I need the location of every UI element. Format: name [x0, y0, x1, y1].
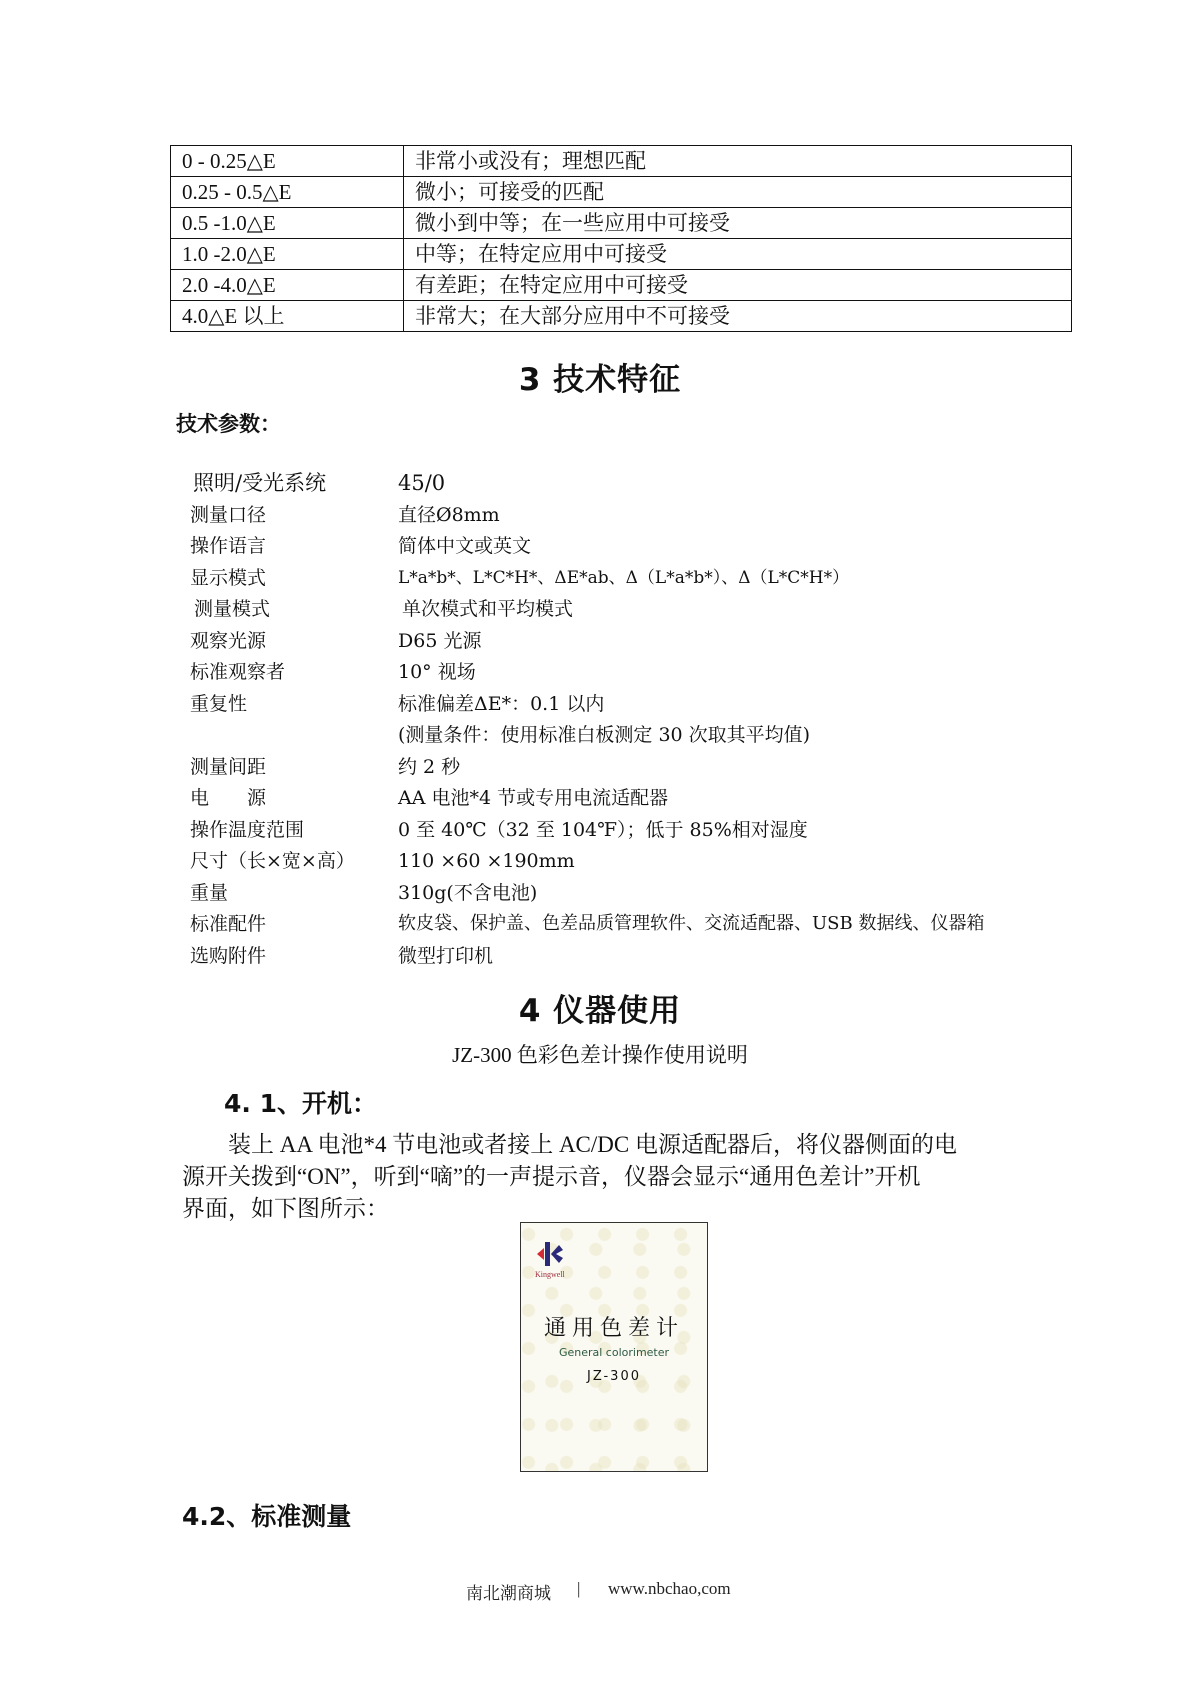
table-row [171, 177, 1072, 208]
paragraph-line: 源开关拨到“ON”，听到“嘀”的一声提示音，仪器会显示“通用色差计”开机 [182, 1164, 921, 1189]
spec-label: 电 源 [190, 787, 267, 809]
range-cell: 1.0 -2.0△E [171, 239, 404, 270]
spec-value: 0 至 40℃（32 至 104℉）；低于 85%相对湿度 [398, 819, 808, 841]
spec-label: 操作温度范围 [190, 819, 305, 841]
range-cell: 4.0△E 以上 [171, 301, 404, 332]
spec-label: 测量间距 [190, 756, 267, 778]
instructions-subtitle: JZ-300 色彩色差计操作使用说明 [452, 1043, 748, 1067]
description-cell: 微小到中等；在一些应用中可接受 [404, 208, 1072, 239]
spec-value: D65 光源 [398, 630, 482, 652]
spec-value: 约 2 秒 [398, 756, 461, 778]
spec-value: L*a*b*、L*C*H*、ΔE*ab、Δ（L*a*b*）、Δ（L*C*H*） [398, 568, 850, 588]
footer-site-name: 南北潮商城 [466, 1584, 551, 1603]
spec-label: 测量模式 [194, 598, 271, 620]
spec-label: 操作语言 [190, 535, 267, 557]
delta-e-table [170, 145, 1072, 332]
splash-english-title: General colorimeter [558, 1346, 670, 1359]
spec-value: 45/0 [398, 471, 446, 495]
spec-value: 110 ×60 ×190mm [398, 850, 575, 872]
table-row [171, 146, 1072, 177]
description-cell: 非常大；在大部分应用中不可接受 [404, 301, 1072, 332]
footer-url[interactable]: www.nbchao,com [608, 1579, 731, 1598]
spec-label: 观察光源 [190, 630, 267, 652]
splash-model: JZ-300 [586, 1369, 641, 1384]
spec-value: 直径Ø8mm [398, 504, 500, 526]
description-cell: 有差距；在特定应用中可接受 [404, 270, 1072, 301]
range-cell: 0.25 - 0.5△E [171, 177, 404, 208]
table-row [171, 239, 1072, 270]
paragraph-line: 装上 AA 电池*4 节电池或者接上 AC/DC 电源适配器后，将仪器侧面的电 [182, 1132, 957, 1157]
table-row [171, 208, 1072, 239]
paragraph-line: 界面，如下图所示： [182, 1196, 389, 1221]
spec-label: 重复性 [190, 693, 248, 715]
range-cell: 0 - 0.25△E [171, 146, 404, 177]
section-3-heading: 3 技术特征 [518, 362, 682, 398]
spec-value-note: (测量条件：使用标准白板测定 30 次取其平均值) [398, 724, 811, 746]
startup-screen-image [520, 1222, 708, 1472]
spec-label: 显示模式 [190, 567, 267, 589]
table-row [171, 270, 1072, 301]
spec-label: 选购附件 [190, 945, 267, 967]
tech-params-heading: 技术参数： [176, 412, 281, 436]
description-cell: 微小；可接受的匹配 [404, 177, 1072, 208]
spec-value: 单次模式和平均模式 [402, 598, 574, 620]
spec-value: AA 电池*4 节或专用电流适配器 [398, 787, 669, 809]
spec-label: 测量口径 [190, 504, 267, 526]
spec-value: 310g(不含电池) [398, 882, 538, 904]
spec-label: 重量 [190, 882, 229, 904]
spec-label: 标准配件 [190, 913, 267, 935]
spec-value: 10° 视场 [398, 661, 476, 683]
footer-separator: | [577, 1579, 581, 1598]
section-4-heading: 4 仪器使用 [518, 993, 682, 1029]
brand-name: Kingwell [535, 1270, 565, 1279]
spec-value: 软皮袋、保护盖、色差品质管理软件、交流适配器、USB 数据线、仪器箱 [398, 913, 985, 934]
table-row [171, 301, 1072, 332]
range-cell: 0.5 -1.0△E [171, 208, 404, 239]
spec-label: 照明/受光系统 [193, 471, 327, 495]
description-cell: 非常小或没有；理想匹配 [404, 146, 1072, 177]
spec-label: 标准观察者 [190, 661, 286, 683]
range-cell: 2.0 -4.0△E [171, 270, 404, 301]
spec-label: 尺寸（长×宽×高） [190, 850, 355, 872]
spec-value: 简体中文或英文 [398, 535, 532, 557]
description-cell: 中等；在特定应用中可接受 [404, 239, 1072, 270]
kingwell-logo-icon [535, 1239, 565, 1269]
section-4-2-heading: 4.2、标准测量 [182, 1502, 352, 1531]
spec-value: 标准偏差ΔE*：0.1 以内 [398, 693, 605, 715]
splash-title: 通用色差计 [543, 1316, 684, 1341]
section-4-1-heading: 4. 1、开机： [224, 1089, 377, 1118]
spec-value: 微型打印机 [398, 945, 494, 967]
